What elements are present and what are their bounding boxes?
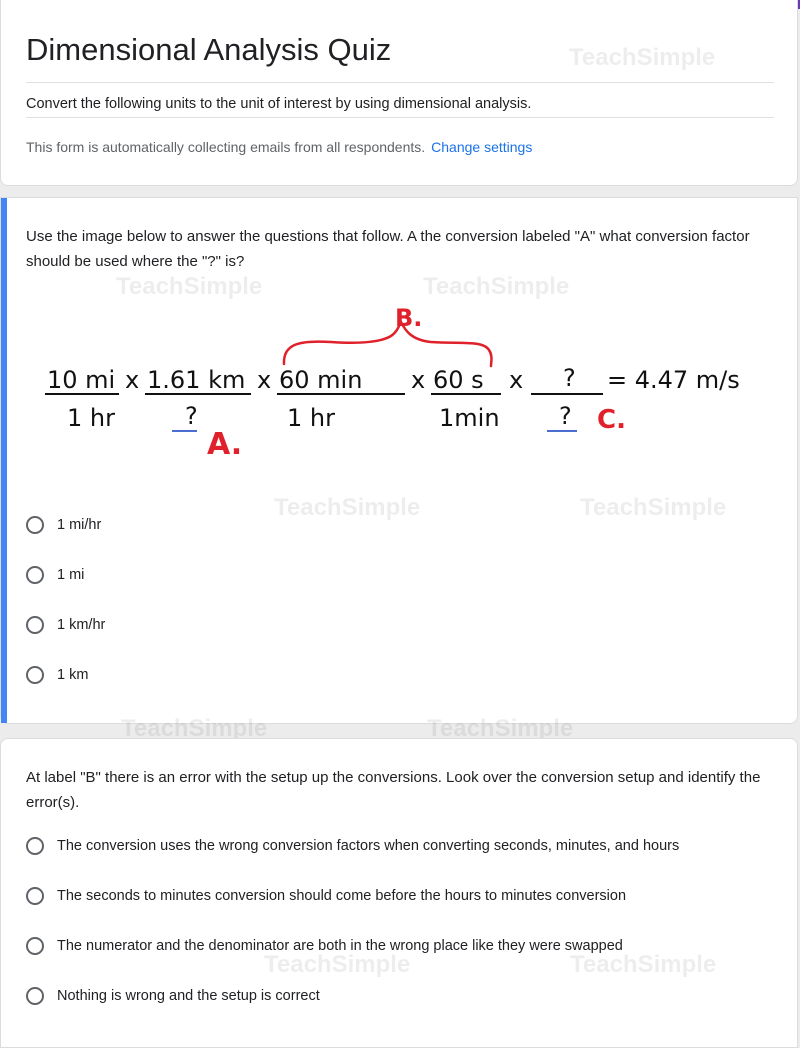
label-b-brace	[284, 322, 492, 366]
form-title: Dimensional Analysis Quiz	[26, 32, 392, 67]
option-label: 1 mi/hr	[57, 517, 102, 533]
question-1-text: Use the image below to answer the questions that follow. A the conversion labeled "A" what conversion factor should be used where the "?" is?	[26, 228, 750, 270]
option-2[interactable]	[26, 566, 105, 616]
radio-button[interactable]	[26, 887, 44, 905]
fraction-3-numerator: 60 min	[279, 366, 363, 394]
title-divider	[26, 82, 774, 83]
option-label: The numerator and the denominator are both in the wrong place like they were swapped	[57, 938, 623, 954]
radio-button[interactable]	[26, 516, 44, 534]
watermark: TeachSimple	[274, 494, 421, 521]
label-b: B.	[395, 304, 423, 332]
radio-button[interactable]	[26, 937, 44, 955]
label-c: C.	[597, 405, 626, 435]
question-card-2	[0, 738, 798, 1048]
fraction-5-denominator: ?	[559, 402, 572, 430]
option-label: The seconds to minutes conversion should come before the hours to minutes conversion	[57, 888, 627, 904]
option-label: The conversion uses the wrong conversion factors when converting seconds, minutes, and hours	[57, 838, 680, 854]
radio-button[interactable]	[26, 666, 44, 684]
fraction-1-numerator: 10 mi	[47, 366, 116, 394]
option-label: 1 mi	[57, 567, 85, 583]
radio-button[interactable]	[26, 837, 44, 855]
fraction-2-numerator: 1.61 km	[147, 366, 246, 394]
times-symbol: x	[509, 366, 524, 394]
email-notice	[26, 139, 532, 155]
fraction-4-numerator: 60 s	[433, 366, 484, 394]
option-3[interactable]	[26, 616, 105, 666]
option-label: Nothing is wrong and the setup is correct	[57, 988, 320, 1004]
option-4[interactable]	[26, 666, 105, 716]
equation-figure	[31, 296, 761, 466]
change-settings-link[interactable]: Change settings	[431, 139, 533, 155]
question-card-1	[0, 197, 798, 742]
fraction-1-denominator: 1 hr	[67, 404, 115, 432]
watermark: TeachSimple	[116, 273, 263, 300]
question-2-options	[26, 837, 679, 1037]
radio-button[interactable]	[26, 987, 44, 1005]
radio-button[interactable]	[26, 616, 44, 634]
label-a: A.	[207, 427, 243, 462]
watermark: TeachSimple	[121, 715, 268, 742]
question-2-text: At label "B" there is an error with the setup up the conversions. Look over the conversion setup and identify the error(s).	[26, 769, 761, 811]
option-2[interactable]	[26, 887, 679, 937]
fraction-2-denominator: ?	[185, 402, 198, 430]
fraction-5-numerator: ?	[563, 364, 576, 392]
watermark: TeachSimple	[580, 494, 727, 521]
watermark: TeachSimple	[569, 44, 716, 71]
watermark: TeachSimple	[427, 715, 574, 742]
option-3[interactable]	[26, 937, 679, 987]
times-symbol: x	[257, 366, 272, 394]
option-label: 1 km/hr	[57, 617, 106, 633]
radio-button[interactable]	[26, 566, 44, 584]
equation-result: = 4.47 m/s	[607, 366, 740, 394]
watermark: TeachSimple	[264, 951, 411, 978]
option-1[interactable]	[26, 516, 105, 566]
option-4[interactable]	[26, 987, 679, 1037]
question-1-options	[26, 516, 105, 716]
option-label: 1 km	[57, 667, 89, 683]
watermark: TeachSimple	[570, 951, 717, 978]
watermark: TeachSimple	[423, 273, 570, 300]
times-symbol: x	[411, 366, 426, 394]
description-divider	[26, 117, 774, 118]
fraction-4-denominator: 1min	[439, 404, 500, 432]
form-header-card	[0, 0, 798, 186]
times-symbol: x	[125, 366, 140, 394]
email-notice-text: This form is automatically collecting emails from all respondents.	[26, 139, 426, 155]
form-description: Convert the following units to the unit of interest by using dimensional analysis.	[26, 96, 532, 112]
fraction-3-denominator: 1 hr	[287, 404, 335, 432]
option-1[interactable]	[26, 837, 679, 887]
